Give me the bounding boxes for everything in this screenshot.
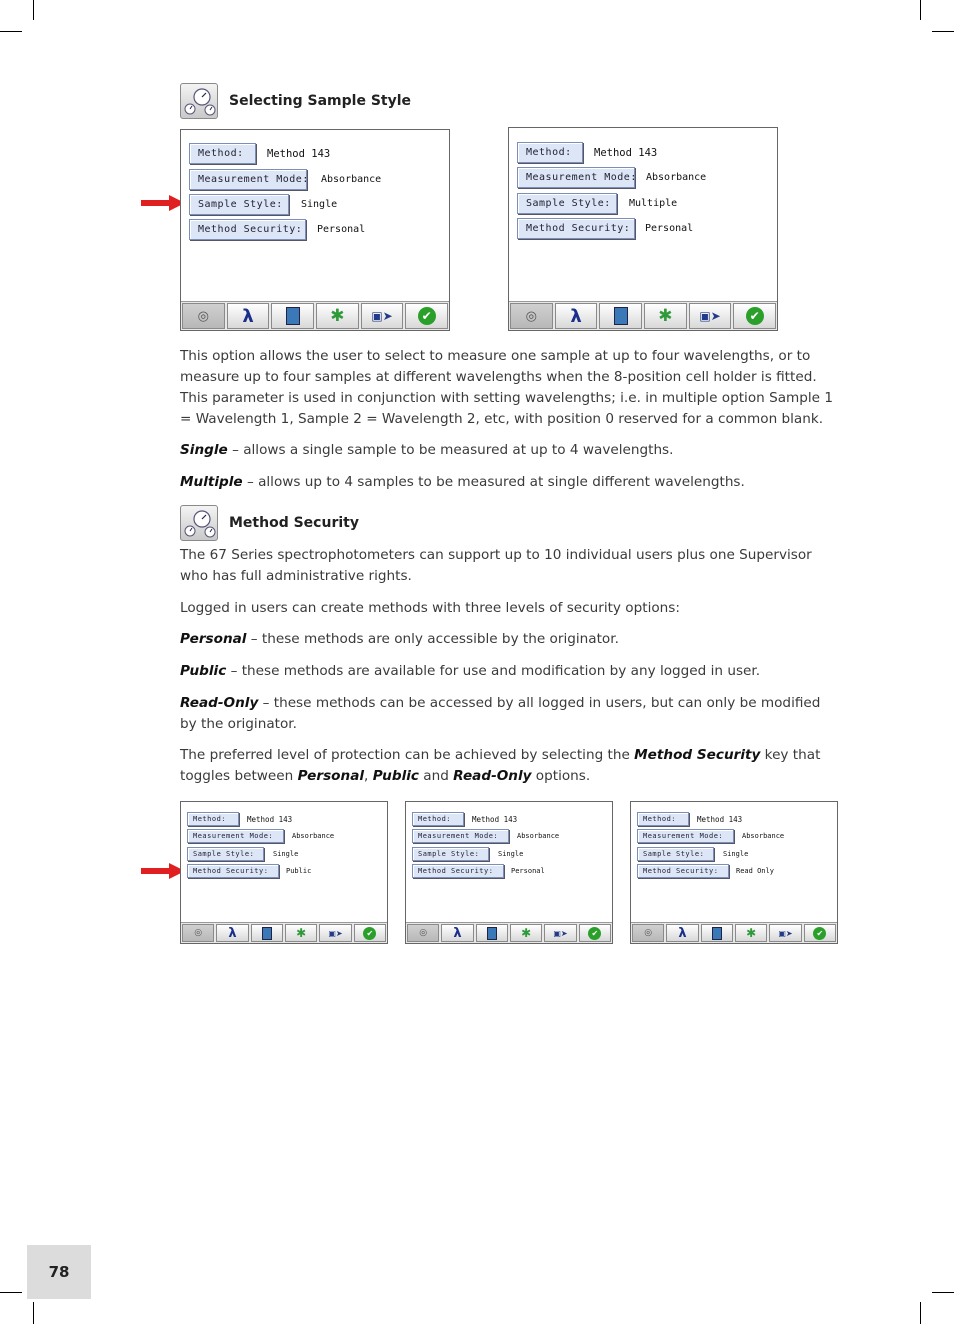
measurement-mode-value: Absorbance [321,174,382,185]
gauge-icon: ◎ [644,928,653,938]
measurement-mode-value: Absorbance [742,832,785,840]
tab-save[interactable] [361,303,404,329]
measurement-mode-key[interactable]: Measurement Mode: [189,169,307,190]
measurement-mode-key[interactable]: Measurement Mode: [637,829,734,843]
section-title: Method Security [229,515,359,531]
method-key[interactable]: Method: [637,812,689,826]
method-value: Method 143 [594,146,658,159]
lambda-icon: λ [570,305,582,327]
term: Single [180,442,228,458]
instrument-screen [405,801,613,944]
method-security-value: Personal [645,223,694,234]
method-security-key[interactable]: Method Security: [517,218,635,239]
instrument-screen [630,801,838,944]
measurement-mode-value: Absorbance [292,832,335,840]
method-security-key[interactable]: Method Security: [637,864,729,878]
sample-style-value: Single [273,850,299,858]
gear-icon: ✱ [330,306,345,326]
tab-confirm[interactable] [579,924,611,942]
gauge-icon: ◎ [525,308,537,324]
lambda-icon: λ [228,925,237,941]
method-value: Method 143 [697,814,743,824]
gear-icon: ✱ [658,306,673,326]
sample-style-value: Single [498,850,524,858]
tab-save[interactable] [544,924,576,942]
measurement-mode-key[interactable]: Measurement Mode: [412,829,509,843]
crop-mark [932,1292,954,1293]
tab-calculator[interactable] [701,924,733,942]
definition: – these methods can be accessed by all logged in users, but can only be modified by the originator. [180,695,821,732]
crop-mark [33,1302,34,1324]
definition: – these methods are available for use and modification by any logged in user. [226,663,761,679]
term: Personal [180,631,247,647]
sample-style-value: Single [301,199,338,210]
crop-mark [920,0,921,20]
method-key[interactable]: Method: [189,143,256,164]
sample-style-value: Single [723,850,749,858]
instrument-screen [508,127,778,331]
sample-style-description: This option allows the user to select to measure one sample at up to four wavelengths, or to measure up to four samples at different wavelengths when the 8-position cell holder is fitted. This parameter is used in conjunction with setting wavelengths; i.e. in multiple option Sample 1 = Wavelength 1, Sample 2 = Wavelength 2, etc, with position 0 reserved for a common blank. [180,348,834,427]
confirm-icon: ✔ [418,307,436,325]
gauge-icon [180,505,218,541]
method-security-value: Personal [511,867,545,875]
definition: – these methods are only accessible by the originator. [246,631,619,647]
method-value: Method 143 [472,814,518,824]
measurement-mode-value: Absorbance [646,172,707,183]
crop-mark [33,0,34,20]
tab-confirm[interactable] [405,303,448,329]
crop-mark [0,31,22,32]
readonly-definition [180,693,840,735]
single-definition [180,440,840,461]
sample-style-value: Multiple [629,198,678,209]
confirm-icon: ✔ [813,927,826,940]
red-arrow-icon [141,195,185,215]
calculator-icon [712,927,722,940]
save-icon: ▣➤ [328,928,343,938]
tab-gauge[interactable] [510,303,553,329]
method-security-key[interactable]: Method Security: [189,219,306,240]
save-icon: ▣➤ [371,309,393,323]
personal-definition [180,629,840,650]
method-key[interactable]: Method: [517,142,583,163]
gauge-icon: ◎ [197,308,209,324]
tab-gauge[interactable] [182,924,214,942]
section-title: Selecting Sample Style [229,93,412,109]
tab-wavelength[interactable] [555,303,598,329]
method-security-key[interactable]: Method Security: [187,864,279,878]
definition: – allows up to 4 samples to be measured at single different wavelengths. [242,474,745,490]
method-security-value: Public [286,867,312,875]
public-definition [180,661,840,682]
method-key[interactable]: Method: [187,812,239,826]
tab-settings[interactable] [644,303,687,329]
section-header-sample-style [180,83,411,119]
tab-calculator[interactable] [476,924,508,942]
tab-confirm[interactable] [804,924,836,942]
calculator-icon [614,307,628,325]
crop-mark [932,31,954,32]
multiple-definition [180,472,840,493]
users-description: The 67 Series spectrophotometers can support up to 10 individual users plus one Supervisor who has full administrative rights. [180,547,812,584]
method-security-key[interactable]: Method Security: [412,864,504,878]
tab-gauge[interactable] [407,924,439,942]
save-icon: ▣➤ [778,928,793,938]
method-value: Method 143 [267,147,331,160]
term: Multiple [180,474,243,490]
gauge-icon: ◎ [194,928,203,938]
sample-style-key[interactable]: Sample Style: [517,193,617,214]
gauge-icon [180,83,218,119]
confirm-icon: ✔ [746,307,764,325]
save-icon: ▣➤ [699,309,721,323]
sample-style-key[interactable]: Sample Style: [412,847,489,861]
method-key[interactable]: Method: [412,812,464,826]
protection-toggle-description: The preferred level of protection can be achieved by selecting the Method Security key that toggles between Personal, Public and Read-Only options. [180,747,821,784]
lambda-icon: λ [242,305,254,327]
gear-icon: ✱ [521,926,532,940]
method-security-value: Personal [317,224,366,235]
calculator-icon [262,927,272,940]
gauge-icon: ◎ [419,928,428,938]
tab-settings[interactable] [510,924,542,942]
tab-wavelength[interactable] [666,924,698,942]
tab-wavelength[interactable] [227,303,270,329]
tab-calculator[interactable] [251,924,283,942]
measurement-mode-key[interactable]: Measurement Mode: [517,167,635,188]
sample-style-key[interactable]: Sample Style: [189,194,289,215]
tab-confirm[interactable] [354,924,386,942]
tab-save[interactable] [319,924,351,942]
method-security-value: Read Only [736,867,774,875]
confirm-icon: ✔ [588,927,601,940]
measurement-mode-key[interactable]: Measurement Mode: [187,829,284,843]
measurement-mode-value: Absorbance [517,832,560,840]
confirm-icon: ✔ [363,927,376,940]
tab-wavelength[interactable] [216,924,248,942]
tab-gauge[interactable] [182,303,225,329]
sample-style-key[interactable]: Sample Style: [187,847,264,861]
crop-mark [920,1302,921,1324]
tab-gauge[interactable] [632,924,664,942]
calculator-icon [286,307,300,325]
tab-settings[interactable] [735,924,767,942]
instrument-screen [180,129,450,331]
tab-calculator[interactable] [599,303,642,329]
lambda-icon: λ [678,925,687,941]
save-icon: ▣➤ [553,928,568,938]
tab-wavelength[interactable] [441,924,473,942]
crop-mark [0,1292,22,1293]
tab-confirm[interactable] [733,303,776,329]
tab-calculator[interactable] [271,303,314,329]
section-header-method-security [180,505,359,541]
tab-settings[interactable] [285,924,317,942]
sample-style-key[interactable]: Sample Style: [637,847,714,861]
term: Read-Only [180,695,259,711]
gear-icon: ✱ [296,926,307,940]
definition: – allows a single sample to be measured at up to 4 wavelengths. [227,442,674,458]
tab-save[interactable] [689,303,732,329]
method-value: Method 143 [247,814,293,824]
tab-settings[interactable] [316,303,359,329]
tab-save[interactable] [769,924,801,942]
security-levels-intro: Logged in users can create methods with three levels of security options: [180,600,680,616]
lambda-icon: λ [453,925,462,941]
calculator-icon [487,927,497,940]
term: Public [180,663,227,679]
red-arrow-icon [141,863,185,883]
instrument-screen [180,801,388,944]
gear-icon: ✱ [746,926,757,940]
page-number: 78 [27,1245,91,1299]
